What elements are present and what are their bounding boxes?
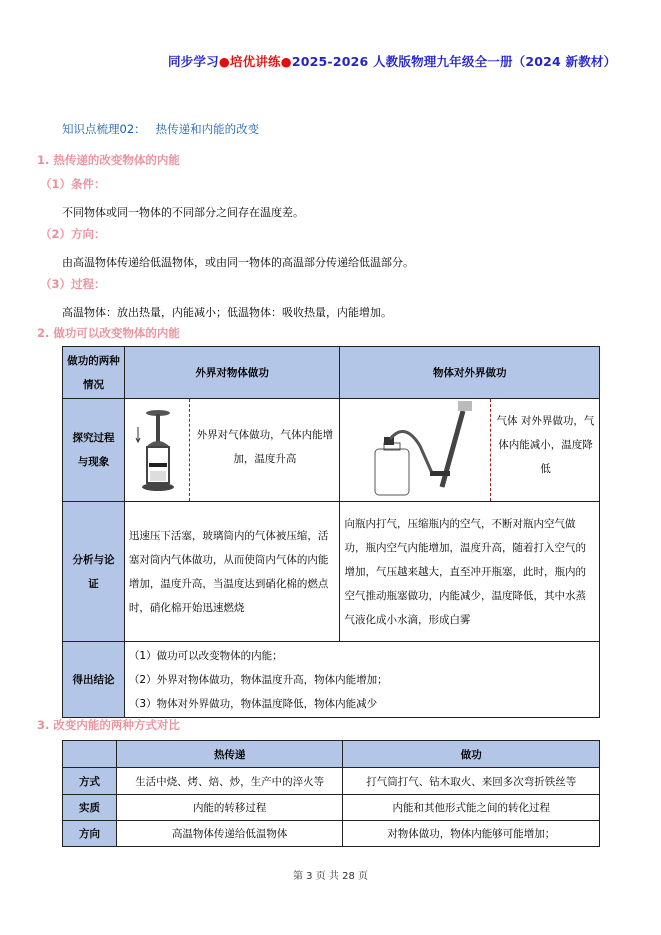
col-header: 做功 <box>343 741 600 768</box>
page-header <box>168 52 616 70</box>
analysis-left-text: 迅速压下活塞，玻璃筒内的气体被压缩，活塞对筒内气体做功，从而使筒内气体的内能增加，温度升高，当温度达到硝化棉的燃点时，硝化棉开始迅速燃烧 <box>124 502 340 642</box>
table-cell: 对物体做功，物体内能够可能增加； <box>343 821 600 847</box>
header-dot: ● <box>280 54 292 69</box>
page-number: 第 3 页 共 28 页 <box>293 871 368 882</box>
conclusion-line: （3）物体对外界做功，物体温度降低，物体内能减少 <box>128 697 378 710</box>
explore-left-text: 外界对气体做功，气体内能增加，温度升高 <box>196 429 334 465</box>
explore-left-cell <box>124 399 340 502</box>
table-row <box>63 821 600 847</box>
comparison-table <box>62 740 600 847</box>
sec1-item-head: （1）条件： <box>40 177 106 191</box>
header-text-red: 培优讲练 <box>229 54 281 69</box>
row-label: 探究过程与现象 <box>63 399 125 502</box>
conclusion-cell <box>124 642 599 718</box>
sec1-item-text: 由高温物体传递给低温物体，或由同一物体的高温部分传递给低温部分。 <box>62 256 414 269</box>
row-label: 分析与论证 <box>63 502 125 642</box>
conclusion-line: （2）外界对物体做功，物体温度升高，物体内能增加； <box>128 673 388 686</box>
sec1-item-head: （3）过程： <box>40 277 106 291</box>
bottle-pump-illustration <box>370 401 490 499</box>
conclusion-line: （1）做功可以改变物体的内能； <box>128 649 283 662</box>
explore-right-cell <box>340 399 600 502</box>
analysis-right-text: 向瓶内打气，压缩瓶内的空气，不断对瓶内空气做功，瓶内空气内能增加，温度升高，随着打入空气的增加，气压越来越大，直至冲开瓶塞，此时，瓶内的空气推动瓶塞做功，内能减少，温度降低，其中水蒸气液化成小水滴，形成白雾 <box>340 502 600 642</box>
table-row <box>63 768 600 795</box>
col-header: 外界对物体做功 <box>124 347 340 399</box>
section-2-title: 2. 做功可以改变物体的内能 <box>37 326 180 340</box>
work-table <box>62 346 600 718</box>
row-label: 方向 <box>63 821 117 847</box>
knowledge-topic: 热传递和内能的改变 <box>155 122 260 136</box>
table-cell: 内能的转移过程 <box>116 795 343 821</box>
knowledge-label: 知识点梳理02： <box>62 122 146 136</box>
table-row <box>63 795 600 821</box>
header-dot: ● <box>218 54 230 69</box>
col-header: 物体对外界做功 <box>340 347 600 399</box>
table-cell: 打气筒打气、钻木取火、来回多次弯折铁丝等 <box>343 768 600 795</box>
section-3-title: 3. 改变内能的两种方式对比 <box>37 718 180 732</box>
row-label: 实质 <box>63 795 117 821</box>
row-label: 得出结论 <box>63 642 125 718</box>
col-header <box>63 741 117 768</box>
sec1-item-head: （2）方向： <box>40 227 106 241</box>
header-text: 2025-2026 人教版物理九年级全一册（2024 新教材） <box>291 54 617 69</box>
knowledge-title <box>62 121 259 137</box>
table-corner: 做功的两种情况 <box>63 347 125 399</box>
table-cell: 内能和其他形式能之间的转化过程 <box>343 795 600 821</box>
table-cell: 高温物体传递给低温物体 <box>116 821 343 847</box>
table-cell: 生活中烧、烤、焙、炒，生产中的淬火等 <box>116 768 343 795</box>
explore-right-text: 气体 对外界做功，气体内能减小，温度降低 <box>496 415 595 475</box>
piston-apparatus-illustration <box>133 407 183 495</box>
section-1-title: 1. 热传递的改变物体的内能 <box>37 153 180 167</box>
row-label: 方式 <box>63 768 117 795</box>
sec1-item-text: 高温物体：放出热量，内能减小；低温物体：吸收热量，内能增加。 <box>62 306 392 319</box>
sec1-item-text: 不同物体或同一物体的不同部分之间存在温度差。 <box>62 206 304 219</box>
header-text: 同步学习 <box>168 54 219 69</box>
col-header: 热传递 <box>116 741 343 768</box>
